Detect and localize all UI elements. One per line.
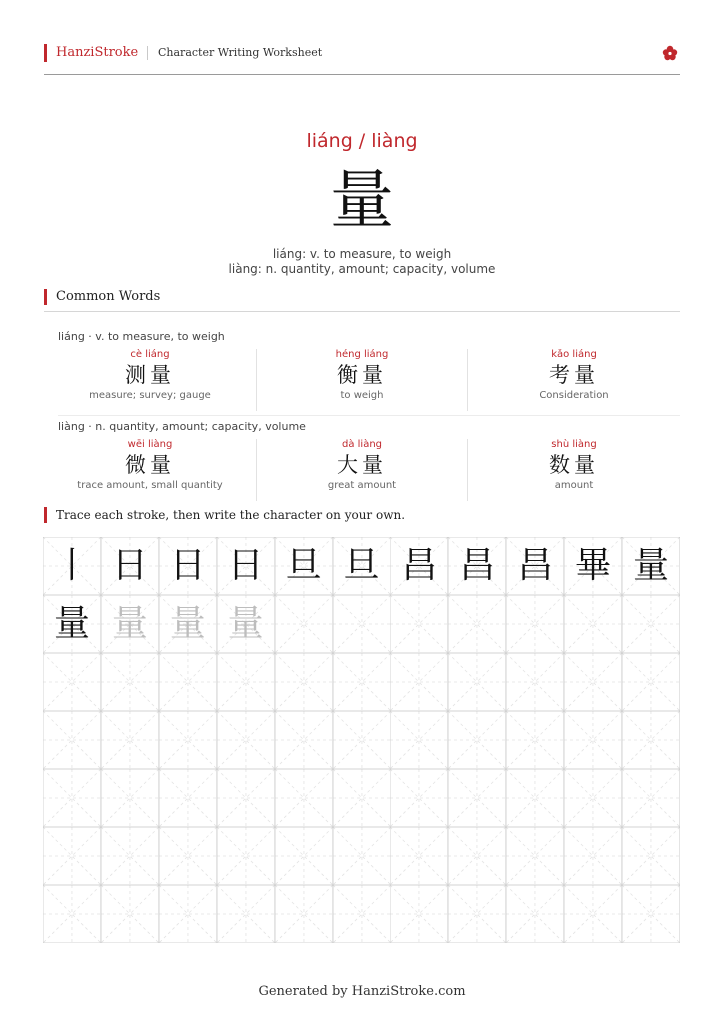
practice-cell[interactable]: [159, 653, 217, 711]
practice-cell[interactable]: [333, 769, 391, 827]
practice-cell[interactable]: [506, 827, 564, 885]
practice-character: 旦: [285, 545, 322, 586]
word-meaning: to weigh: [340, 390, 384, 401]
practice-cell[interactable]: [333, 653, 391, 711]
word-meaning: great amount: [327, 480, 397, 491]
word-card: [44, 439, 256, 492]
word-hanzi: 数量: [549, 453, 599, 477]
practice-cell[interactable]: [564, 711, 622, 769]
word-group-heading: liáng · v. to measure, to weigh: [58, 330, 225, 343]
word-pinyin: kǎo liáng: [551, 349, 597, 360]
practice-cell[interactable]: [101, 595, 159, 653]
practice-cell[interactable]: [159, 769, 217, 827]
practice-cell[interactable]: [564, 595, 622, 653]
practice-cell[interactable]: [217, 711, 275, 769]
practice-cell[interactable]: [564, 769, 622, 827]
practice-cell[interactable]: [217, 653, 275, 711]
word-card: [44, 349, 256, 402]
practice-cell[interactable]: [43, 653, 101, 711]
word-hanzi: 考量: [549, 363, 599, 387]
practice-cell[interactable]: [43, 885, 101, 943]
word-card: [468, 349, 680, 402]
word-hanzi: 测量: [125, 363, 175, 387]
practice-cell[interactable]: [217, 595, 275, 653]
practice-character: 昌: [517, 545, 554, 586]
practice-cell[interactable]: [448, 595, 506, 653]
practice-cell[interactable]: [333, 885, 391, 943]
practice-character: 量: [633, 545, 670, 586]
practice-character: 量: [111, 603, 148, 644]
practice-cell[interactable]: [275, 711, 333, 769]
word-pinyin: dà liàng: [341, 439, 383, 450]
practice-cell[interactable]: [43, 711, 101, 769]
practice-cell[interactable]: [217, 885, 275, 943]
practice-grid: [43, 537, 680, 943]
practice-cell[interactable]: [622, 885, 680, 943]
main-character: 量: [330, 164, 394, 238]
practice-cell[interactable]: [333, 595, 391, 653]
character-pinyin: liáng / liàng: [306, 130, 418, 152]
word-card: [468, 439, 680, 492]
word-pinyin: cè liáng: [130, 349, 170, 360]
word-hanzi: 大量: [337, 453, 387, 477]
practice-cell[interactable]: [506, 711, 564, 769]
practice-cell[interactable]: [43, 595, 101, 653]
practice-cell[interactable]: [622, 711, 680, 769]
practice-cell[interactable]: [43, 537, 101, 595]
practice-cell[interactable]: [390, 711, 448, 769]
practice-cell[interactable]: [43, 827, 101, 885]
practice-cell[interactable]: [159, 711, 217, 769]
practice-cell[interactable]: [101, 769, 159, 827]
worksheet-header: [44, 44, 680, 75]
practice-character: 量: [169, 603, 206, 644]
practice-cell[interactable]: [333, 827, 391, 885]
practice-cell[interactable]: [217, 827, 275, 885]
practice-cell[interactable]: [217, 769, 275, 827]
word-group-heading: liàng · n. quantity, amount; capacity, volume: [58, 420, 306, 433]
practice-cell[interactable]: [275, 827, 333, 885]
practice-character: 旦: [343, 545, 380, 586]
practice-character: 日: [169, 545, 206, 586]
practice-character: 日: [111, 545, 148, 586]
practice-cell[interactable]: [448, 769, 506, 827]
practice-cell[interactable]: [390, 537, 448, 595]
practice-cell[interactable]: [622, 769, 680, 827]
plum-blossom-icon: [662, 45, 678, 61]
practice-cell[interactable]: [448, 711, 506, 769]
practice-cell[interactable]: [390, 653, 448, 711]
practice-cell[interactable]: [390, 885, 448, 943]
practice-cell[interactable]: [506, 885, 564, 943]
practice-cell[interactable]: [275, 885, 333, 943]
practice-cell[interactable]: [217, 537, 275, 595]
practice-cell[interactable]: [564, 885, 622, 943]
section-divider: [44, 311, 680, 312]
practice-cell[interactable]: [159, 595, 217, 653]
practice-cell[interactable]: [333, 537, 391, 595]
practice-cell[interactable]: [448, 537, 506, 595]
practice-cell[interactable]: [506, 653, 564, 711]
practice-cell[interactable]: [101, 537, 159, 595]
practice-cell[interactable]: [506, 595, 564, 653]
practice-cell[interactable]: [622, 595, 680, 653]
practice-cell[interactable]: [390, 595, 448, 653]
practice-cell[interactable]: [159, 885, 217, 943]
word-pinyin: wēi liàng: [127, 439, 173, 450]
footer-credit: Generated by HanziStroke.com: [258, 984, 466, 999]
practice-cell[interactable]: [390, 827, 448, 885]
practice-cell[interactable]: [159, 827, 217, 885]
word-hanzi: 微量: [125, 453, 175, 477]
word-meaning: trace amount, small quantity: [77, 480, 223, 491]
worksheet-subtitle: Character Writing Worksheet: [158, 46, 323, 59]
practice-cell[interactable]: [622, 653, 680, 711]
practice-cell[interactable]: [390, 769, 448, 827]
practice-character: 昌: [401, 545, 438, 586]
practice-cell[interactable]: [101, 711, 159, 769]
practice-cell[interactable]: [275, 537, 333, 595]
word-hanzi: 衡量: [337, 363, 387, 387]
practice-cell[interactable]: [159, 537, 217, 595]
header-divider: [147, 46, 148, 60]
practice-cell[interactable]: [564, 827, 622, 885]
common-words-title: Common Words: [44, 289, 160, 305]
word-pinyin: shù liàng: [551, 439, 597, 450]
word-pinyin: héng liáng: [335, 349, 389, 360]
practice-cell[interactable]: [622, 827, 680, 885]
word-card: [256, 349, 468, 402]
practice-cell[interactable]: [448, 653, 506, 711]
practice-cell[interactable]: [275, 769, 333, 827]
practice-cell[interactable]: [564, 653, 622, 711]
practice-cell[interactable]: [333, 711, 391, 769]
practice-cell[interactable]: [101, 885, 159, 943]
practice-instruction: Trace each stroke, then write the character on your own.: [44, 507, 405, 523]
practice-cell[interactable]: [101, 653, 159, 711]
practice-cell[interactable]: [506, 537, 564, 595]
practice-cell[interactable]: [275, 653, 333, 711]
practice-character: 日: [227, 545, 264, 586]
word-meaning: measure; survey; gauge: [89, 390, 211, 401]
practice-cell[interactable]: [564, 537, 622, 595]
word-meaning: Consideration: [539, 390, 609, 401]
word-meaning: amount: [554, 480, 594, 491]
definition-1: liáng: v. to measure, to weigh: [272, 247, 452, 261]
practice-cell[interactable]: [506, 769, 564, 827]
brand-name[interactable]: HanziStroke: [44, 44, 138, 62]
practice-character: 昌: [459, 545, 496, 586]
practice-cell[interactable]: [448, 827, 506, 885]
practice-character: 丨: [53, 545, 90, 586]
practice-cell[interactable]: [622, 537, 680, 595]
word-card: [256, 439, 468, 492]
practice-character: 量: [227, 603, 264, 644]
practice-cell[interactable]: [448, 885, 506, 943]
practice-cell[interactable]: [275, 595, 333, 653]
definition-2: liàng: n. quantity, amount; capacity, volume: [228, 262, 496, 276]
practice-cell[interactable]: [43, 769, 101, 827]
practice-cell[interactable]: [101, 827, 159, 885]
practice-character: 畢: [575, 545, 612, 586]
group-divider: [58, 415, 680, 416]
practice-character: 量: [53, 603, 90, 644]
